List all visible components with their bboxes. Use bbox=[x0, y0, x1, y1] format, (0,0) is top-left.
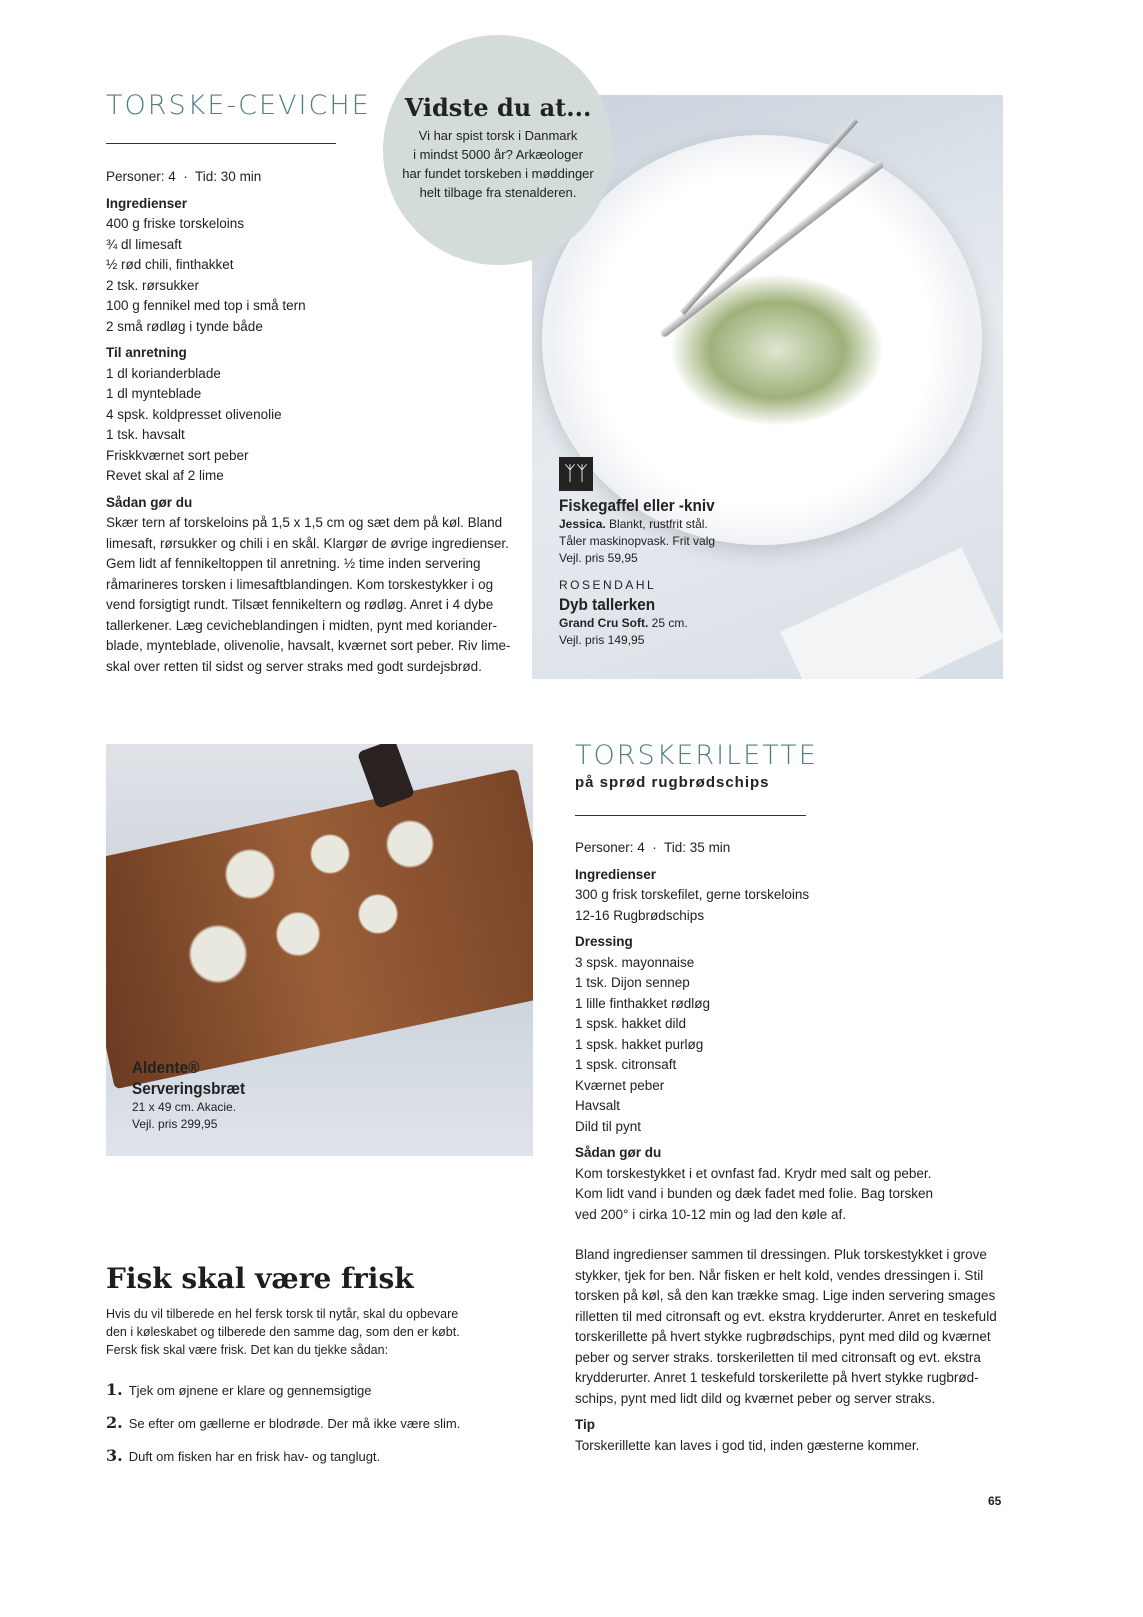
ingredient-item: Friskkværnet sort peber bbox=[106, 447, 249, 463]
method-text-2 bbox=[575, 1245, 997, 1409]
rillette-photo bbox=[106, 744, 533, 1156]
ingredient-item: 3 spsk. mayonnaise bbox=[575, 954, 695, 970]
recipe-meta: Personer: 4 · Tid: 30 min bbox=[106, 169, 262, 184]
ingredients-heading: Ingredienser bbox=[106, 195, 188, 211]
product-name: Dyb tallerken bbox=[559, 595, 656, 614]
ingredient-item: 1 spsk. hakket dild bbox=[575, 1016, 687, 1031]
method-line: blade, mynteblade, olivenolie, havsalt, kværnet sort peber. Riv lime- bbox=[106, 638, 511, 653]
method-line: skal over retten til sidst og server straks med godt surdejsbrød. bbox=[106, 658, 482, 674]
fact-line: i mindst 5000 år? Arkæologer bbox=[413, 147, 583, 162]
product-desc2: Tåler maskinopvask. Frit valg bbox=[559, 534, 716, 548]
ingredients-list bbox=[575, 885, 997, 926]
item-number: 1. bbox=[106, 1380, 123, 1399]
fact-bubble bbox=[383, 35, 613, 265]
ingredient-item: 1 tsk. Dijon sennep bbox=[575, 975, 690, 990]
brand-label: ROSENDAHL bbox=[559, 578, 657, 592]
method-heading: Sådan gør du bbox=[106, 494, 193, 510]
fact-line: helt tilbage fra stenalderen. bbox=[419, 185, 577, 200]
product-price: Vejl. pris 299,95 bbox=[132, 1117, 218, 1131]
method-text bbox=[575, 1164, 997, 1226]
method-line: ved 200° i cirka 10-12 min og lad den køle af. bbox=[575, 1206, 847, 1222]
fact-line: har fundet torskeben i møddinger bbox=[402, 166, 594, 181]
tip-heading: Tip bbox=[575, 1417, 595, 1432]
item-text: Se efter om gællerne er blodrøde. Der må ikke være slim. bbox=[128, 1416, 461, 1431]
fresh-checklist bbox=[106, 1380, 460, 1479]
ingredient-item: Havsalt bbox=[575, 1098, 621, 1113]
method-line: Gem lidt af fennikeltoppen til anretning. ½ time inden servering bbox=[106, 556, 481, 571]
method-line: tallerkener. Læg cevicheblandingen i midten, pynt med koriander- bbox=[106, 617, 497, 633]
product-caption-fork bbox=[559, 495, 732, 649]
item-text: Tjek om øjnene er klare og gennemsigtige bbox=[128, 1383, 372, 1398]
product-price: Vejl. pris 59,95 bbox=[559, 551, 638, 565]
page-number: 65 bbox=[988, 1494, 1002, 1508]
method-line: torskerillette på hvert stykke rugbrødschips, pynt med dild og kværnet bbox=[575, 1329, 991, 1344]
method-line: vend forsigtigt rundt. Tilsæt fennikeltern og rødløg. Anret i 4 dybe bbox=[106, 597, 494, 612]
product-name: Serveringsbræt bbox=[132, 1079, 246, 1098]
method-line: Skær tern af torskeloins på 1,5 x 1,5 cm og sæt dem på køl. Bland bbox=[106, 515, 503, 530]
ingredient-item: 400 g friske torskeloins bbox=[106, 216, 245, 231]
product-model: Jessica. bbox=[559, 517, 606, 531]
product-name: Aldente® bbox=[132, 1058, 200, 1077]
method-heading: Sådan gør du bbox=[575, 1145, 662, 1160]
ingredient-item: 1 dl mynteblade bbox=[106, 386, 202, 401]
product-desc: 21 x 49 cm. Akacie. bbox=[132, 1100, 237, 1114]
ingredient-item: 300 g frisk torskefilet, gerne torskeloins bbox=[575, 887, 810, 902]
napkin bbox=[780, 547, 1003, 679]
checklist-item bbox=[106, 1380, 460, 1399]
checklist-item bbox=[106, 1413, 460, 1432]
item-number: 2. bbox=[106, 1413, 123, 1432]
ingredient-item: 1 spsk. citronsaft bbox=[575, 1057, 677, 1072]
tip-text: Torskerillette kan laves i god tid, inden gæsterne kommer. bbox=[575, 1437, 920, 1453]
intro-line: den i køleskabet og tilberede den samme dag, som den er købt. bbox=[106, 1325, 460, 1339]
ingredient-item: Revet skal af 2 lime bbox=[106, 468, 224, 483]
title-rule bbox=[575, 815, 806, 816]
fact-line: Vi har spist torsk i Danmark bbox=[418, 128, 578, 143]
ingredient-item: Kværnet peber bbox=[575, 1077, 665, 1093]
ingredient-item: 1 lille finthakket rødløg bbox=[575, 995, 711, 1011]
fresh-intro bbox=[106, 1305, 460, 1359]
method-line: Kom torskestykket i et ovnfast fad. Krydr med salt og peber. bbox=[575, 1165, 932, 1181]
serving-list bbox=[106, 364, 510, 487]
method-line: rilletten til med citronsaft og evt. ekstra krydderurter. Anret en teskefuld bbox=[575, 1308, 997, 1324]
rugbrodschips bbox=[186, 794, 506, 994]
item-number: 3. bbox=[106, 1446, 123, 1465]
intro-line: Fersk fisk skal være frisk. Det kan du tjekke sådan: bbox=[106, 1343, 389, 1357]
fresh-title: Fisk skal være frisk bbox=[106, 1262, 414, 1295]
method-line: råmarineres torsken i limesaftblandingen. Kom torskestykker i og bbox=[106, 576, 494, 592]
recipe-subtitle: på sprød rugbrødschips bbox=[575, 774, 770, 791]
fact-text bbox=[383, 126, 613, 202]
ingredient-item: ½ rød chili, finthakket bbox=[106, 257, 234, 272]
serving-heading: Til anretning bbox=[106, 345, 187, 360]
method-line: schips, pynt med lidt dild og kværnet peber og server straks. bbox=[575, 1390, 936, 1406]
method-line: stykker, tjek for ben. Når fisken er helt kold, vendes dressingen i. Stil bbox=[575, 1267, 984, 1283]
method-line: Bland ingredienser sammen til dressingen. Pluk torskestykket i grove bbox=[575, 1247, 987, 1262]
ingredient-item: ¾ dl limesaft bbox=[106, 236, 182, 252]
ingredient-item: 4 spsk. koldpresset olivenolie bbox=[106, 406, 282, 422]
dressing-heading: Dressing bbox=[575, 934, 633, 949]
fact-title: Vidste du at... bbox=[404, 93, 592, 122]
ingredient-item: 1 tsk. havsalt bbox=[106, 427, 185, 442]
product-model: Grand Cru Soft. bbox=[559, 616, 649, 630]
recipe-title: TORSKERILETTE bbox=[575, 740, 818, 771]
method-line: Kom lidt vand i bunden og dæk fadet med folie. Bag torsken bbox=[575, 1186, 933, 1201]
ingredient-item: Dild til pynt bbox=[575, 1118, 642, 1134]
recipe-meta: Personer: 4 · Tid: 35 min bbox=[575, 840, 731, 855]
ingredients-heading: Ingredienser bbox=[575, 866, 657, 882]
ingredient-item: 1 dl korianderblade bbox=[106, 365, 221, 381]
title-rule bbox=[106, 143, 336, 144]
checklist-item bbox=[106, 1446, 460, 1465]
method-line: peber og server straks. torskeriletten til med citronsaft og evt. ekstra bbox=[575, 1349, 981, 1365]
zwilling-logo-icon: ᛉᛉ bbox=[559, 457, 593, 491]
product-desc: Blankt, rustfrit stål. bbox=[605, 517, 708, 531]
intro-line: Hvis du vil tilberede en hel fersk torsk til nytår, skal du opbevare bbox=[106, 1307, 459, 1321]
ingredient-item: 1 spsk. hakket purløg bbox=[575, 1036, 704, 1052]
method-line: limesaft, rørsukker og chili i en skål. Klargør de øvrige ingredienser. bbox=[106, 535, 509, 551]
product-name: Fiskegaffel eller -kniv bbox=[559, 496, 715, 515]
product-price: Vejl. pris 149,95 bbox=[559, 633, 645, 647]
method-line: krydderurter. Anret 1 teskefuld torskerilette på hvert stykke rugbrød- bbox=[575, 1370, 979, 1385]
ingredient-item: 100 g fennikel med top i små tern bbox=[106, 298, 306, 313]
ingredient-item: 12-16 Rugbrødschips bbox=[575, 907, 705, 923]
item-text: Duft om fisken har en frisk hav- og tanglugt. bbox=[128, 1449, 381, 1464]
method-text bbox=[106, 513, 510, 677]
dressing-list bbox=[575, 953, 997, 1138]
product-desc: 25 cm. bbox=[648, 616, 688, 630]
ingredient-item: 2 tsk. rørsukker bbox=[106, 277, 200, 293]
product-caption-board bbox=[132, 1057, 258, 1133]
method-line: torsken på køl, så den kan trække smag. Lige inden servering smages bbox=[575, 1288, 996, 1303]
ingredient-item: 2 små rødløg i tynde både bbox=[106, 318, 263, 334]
recipe-title: TORSKE-CEVICHE bbox=[106, 90, 371, 121]
recipe2-text bbox=[575, 838, 997, 1456]
